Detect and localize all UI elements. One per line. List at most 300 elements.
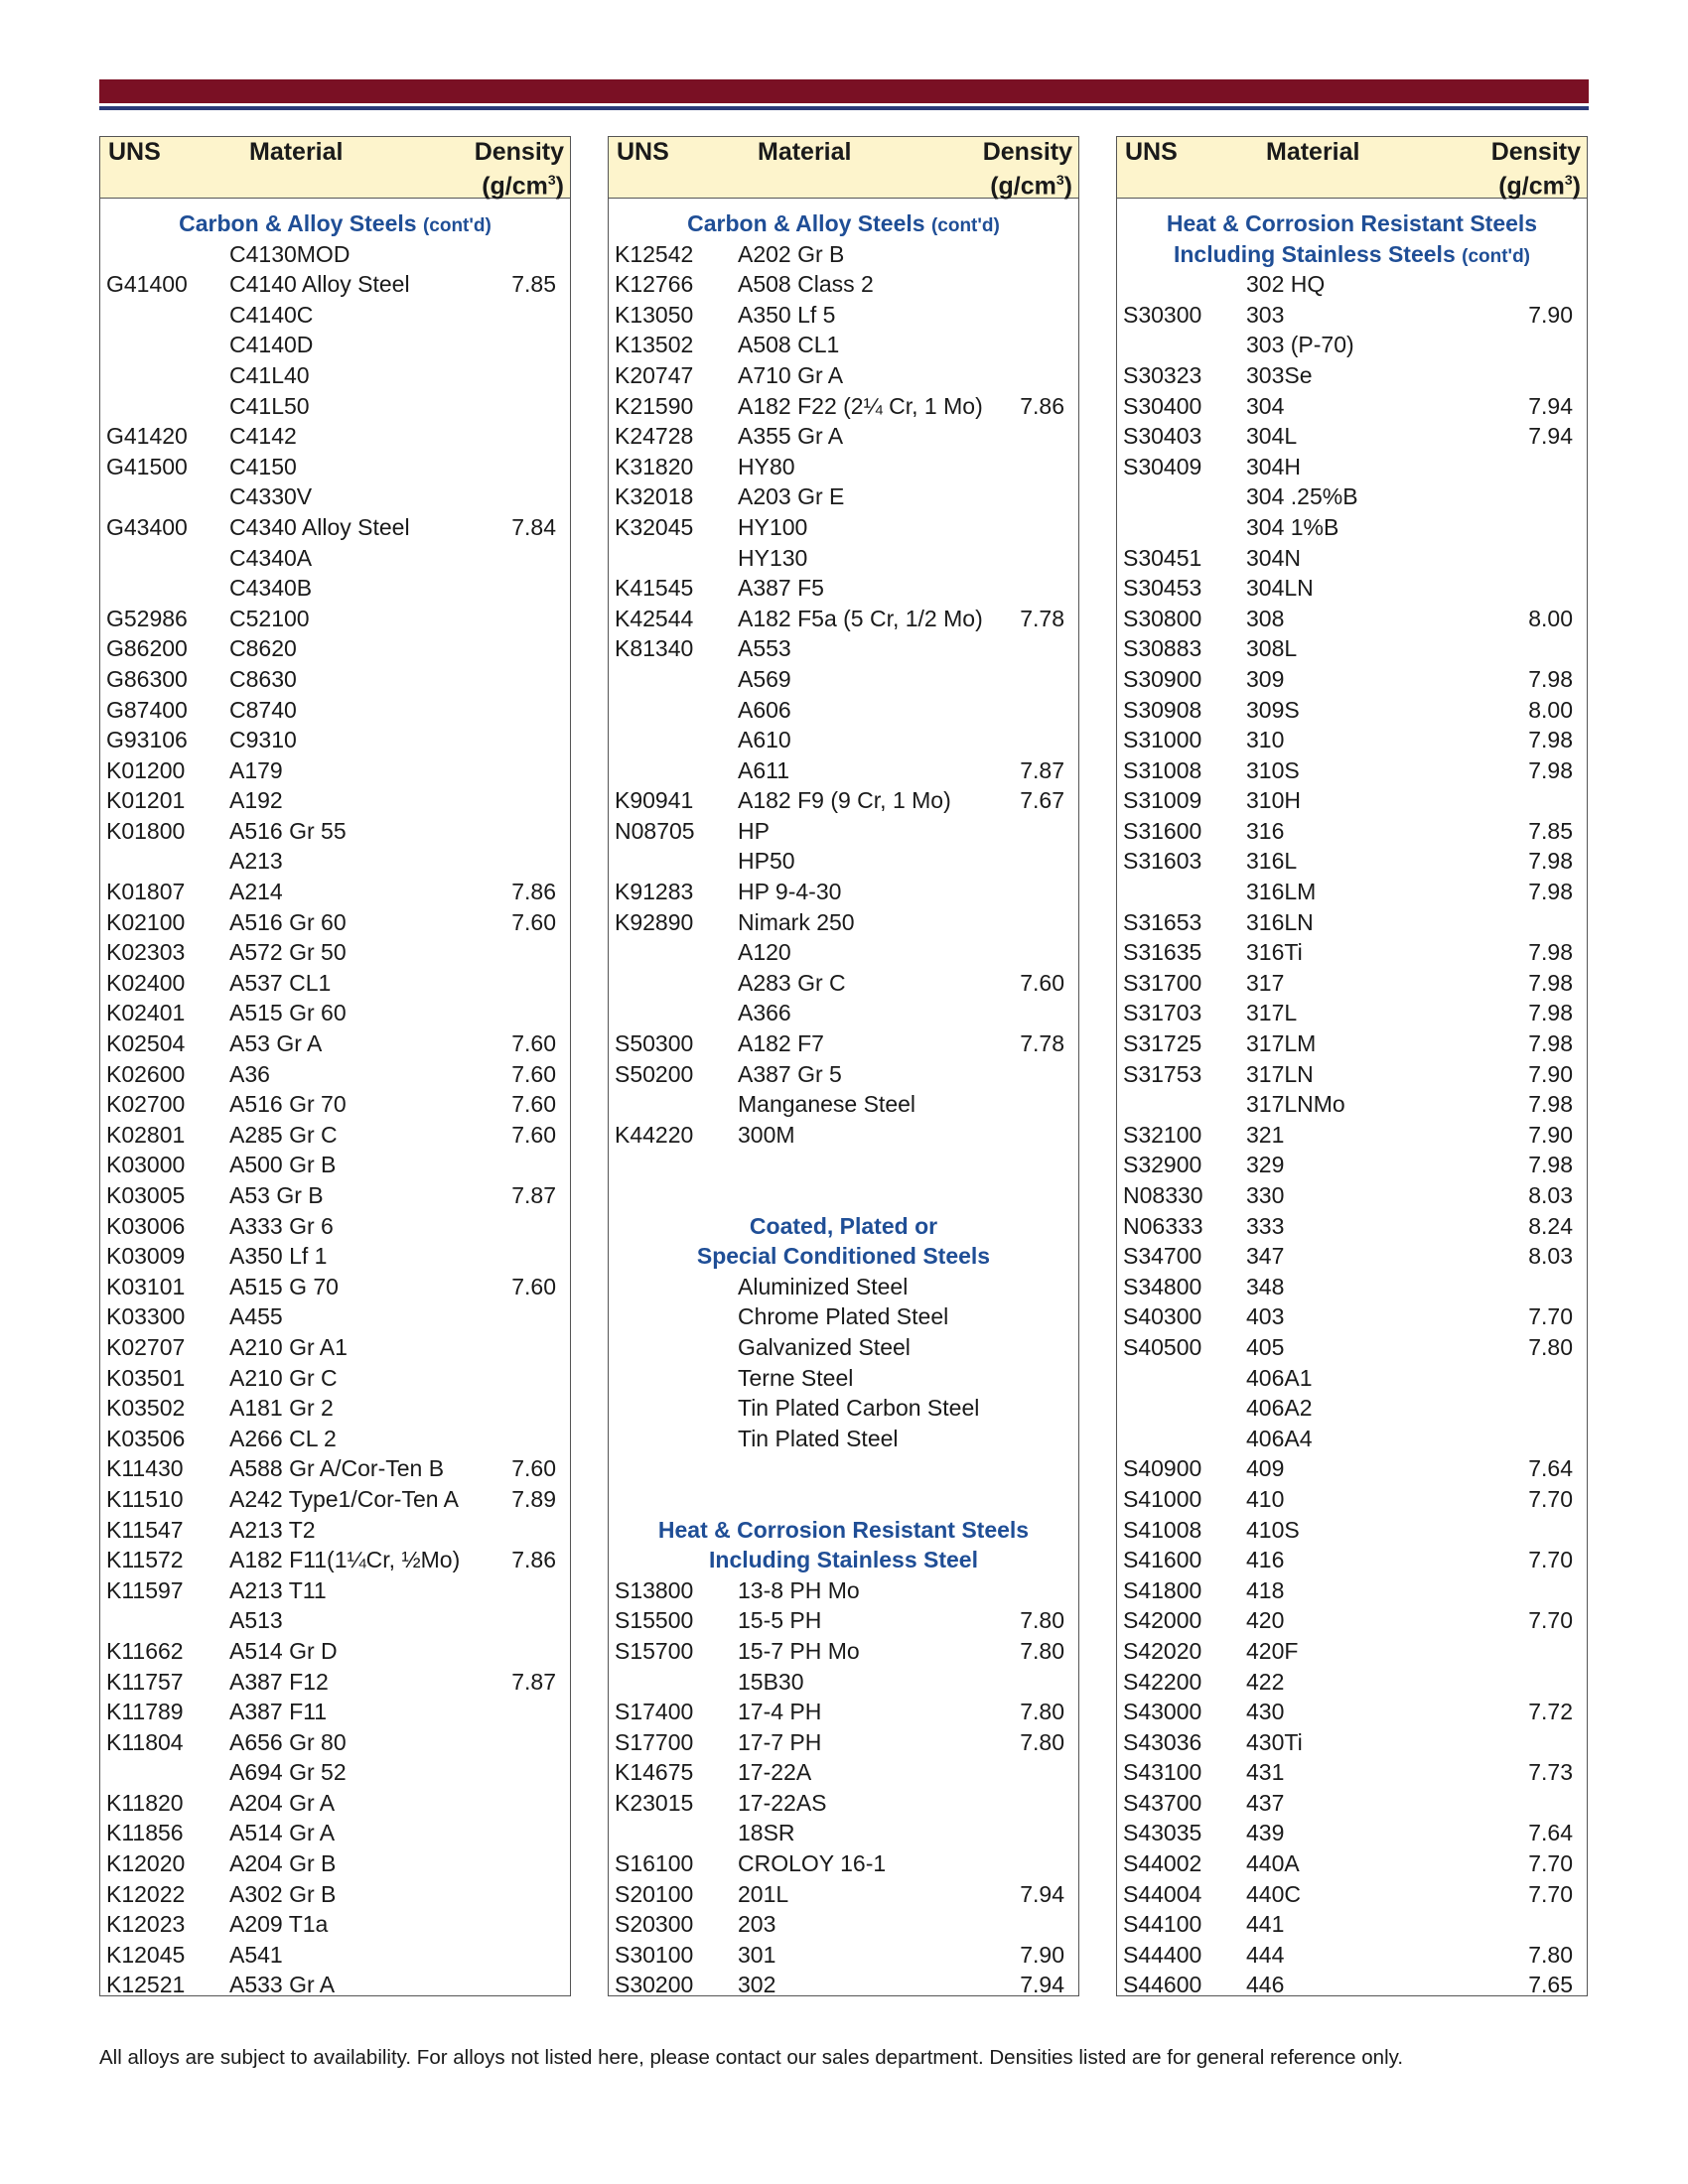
table-row: [1117, 330, 1587, 360]
header-material: Material: [1266, 138, 1360, 166]
material-cell: A210 Gr C: [229, 1364, 338, 1391]
uns-cell: K91283: [615, 879, 694, 905]
table-row: [1117, 725, 1587, 755]
material-cell: 13-8 PH Mo: [738, 1576, 860, 1603]
section-heading: [609, 1515, 1078, 1546]
uns-cell: S42000: [1123, 1607, 1202, 1634]
table-row: [609, 239, 1078, 270]
table-row: [100, 846, 570, 877]
footer-note: All alloys are subject to availability. For alloys not listed here, please contact our sales department. Densities listed are for general reference only.: [99, 2046, 1404, 2069]
table-row: [609, 573, 1078, 604]
table-row: [100, 1120, 570, 1151]
density-cell: 7.94: [1020, 1972, 1064, 1998]
section-heading-text: Special Conditioned Steels: [696, 1243, 991, 1270]
table-row: [1117, 1515, 1587, 1546]
material-cell: 302 HQ: [1246, 271, 1326, 298]
density-cell: 7.64: [1528, 1455, 1573, 1482]
material-cell: C4340 Alloy Steel: [229, 513, 410, 540]
material-cell: C8620: [229, 635, 297, 662]
material-cell: Terne Steel: [738, 1364, 854, 1391]
table-row: [100, 1211, 570, 1242]
material-cell: A182 F7: [738, 1030, 824, 1057]
table-row: [609, 1727, 1078, 1758]
material-cell: 348: [1246, 1273, 1285, 1299]
uns-cell: K11804: [106, 1728, 184, 1755]
material-cell: CROLOY 16-1: [738, 1850, 887, 1877]
spacer: [609, 1180, 1078, 1211]
material-cell: 304L: [1246, 423, 1298, 450]
table-column-3: [1116, 136, 1588, 1996]
material-cell: 309: [1246, 665, 1285, 692]
material-cell: 410: [1246, 1485, 1285, 1512]
table-row: [100, 785, 570, 816]
material-cell: A541: [229, 1941, 283, 1968]
header-density-unit: [1491, 166, 1581, 200]
table-row: [1117, 269, 1587, 300]
uns-cell: S20300: [615, 1911, 694, 1938]
density-cell: 7.86: [511, 1547, 556, 1573]
density-cell: 7.98: [1528, 1000, 1573, 1026]
column-body: [1117, 199, 1587, 2000]
table-row: [100, 937, 570, 968]
table-row: [1117, 1484, 1587, 1515]
uns-cell: S15500: [615, 1607, 694, 1634]
material-cell: 446: [1246, 1972, 1285, 1998]
table-row: [1117, 695, 1587, 726]
section-heading-text: Including Stainless Steel: [709, 1547, 978, 1573]
table-row: [609, 785, 1078, 816]
uns-cell: K11547: [106, 1516, 184, 1543]
table-row: [1117, 785, 1587, 816]
table-row: [1117, 1120, 1587, 1151]
density-cell: 7.90: [1020, 1941, 1064, 1968]
material-cell: 321: [1246, 1121, 1285, 1148]
table-row: [100, 907, 570, 938]
density-cell: 8.03: [1528, 1182, 1573, 1208]
table-row: [100, 269, 570, 300]
uns-cell: G41400: [106, 271, 188, 298]
uns-cell: S34800: [1123, 1273, 1202, 1299]
material-cell: A202 Gr B: [738, 240, 845, 267]
table-row: [609, 1636, 1078, 1667]
uns-cell: S41800: [1123, 1576, 1202, 1603]
uns-cell: S31725: [1123, 1030, 1202, 1057]
table-row: [1117, 846, 1587, 877]
spacer: [609, 1484, 1078, 1515]
density-cell: 7.90: [1528, 1121, 1573, 1148]
uns-cell: K03006: [106, 1212, 186, 1239]
material-cell: HP 9-4-30: [738, 879, 842, 905]
material-cell: 17-7 PH: [738, 1728, 822, 1755]
uns-cell: K01807: [106, 879, 186, 905]
material-cell: A285 Gr C: [229, 1121, 338, 1148]
material-cell: A569: [738, 665, 791, 692]
material-cell: A214: [229, 879, 283, 905]
material-cell: Chrome Plated Steel: [738, 1303, 949, 1330]
table-row: [609, 512, 1078, 543]
table-row: [1117, 573, 1587, 604]
table-row: [100, 1484, 570, 1515]
material-cell: A515 Gr 60: [229, 1000, 347, 1026]
table-row: [1117, 1241, 1587, 1272]
uns-cell: K81340: [615, 635, 694, 662]
column-body: [609, 199, 1078, 2000]
table-row: [609, 1332, 1078, 1363]
spacer: [609, 1150, 1078, 1180]
header-uns: UNS: [617, 138, 669, 166]
density-cell: 8.00: [1528, 696, 1573, 723]
table-row: [609, 1575, 1078, 1606]
material-cell: 420F: [1246, 1637, 1299, 1664]
uns-cell: S16100: [615, 1850, 694, 1877]
uns-cell: K92890: [615, 908, 694, 935]
table-row: [100, 573, 570, 604]
uns-cell: S30403: [1123, 423, 1202, 450]
uns-cell: K12022: [106, 1880, 186, 1907]
uns-cell: K01200: [106, 756, 186, 783]
uns-cell: S44004: [1123, 1880, 1202, 1907]
uns-cell: K03000: [106, 1152, 186, 1178]
table-row: [1117, 1301, 1587, 1332]
material-cell: Nimark 250: [738, 908, 855, 935]
table-row: [100, 1332, 570, 1363]
header-density: [983, 138, 1072, 200]
uns-cell: K03009: [106, 1243, 186, 1270]
uns-cell: K12766: [615, 271, 694, 298]
density-cell: 8.03: [1528, 1243, 1573, 1270]
material-cell: 304 1%B: [1246, 513, 1339, 540]
table-row: [609, 695, 1078, 726]
uns-cell: N06333: [1123, 1212, 1203, 1239]
material-cell: 410S: [1246, 1516, 1300, 1543]
density-cell: 7.64: [1528, 1820, 1573, 1846]
material-cell: 308: [1246, 605, 1285, 631]
header-density-unit: [475, 166, 564, 200]
material-cell: C41L40: [229, 361, 310, 388]
material-cell: A210 Gr A1: [229, 1333, 348, 1360]
table-row: [609, 1059, 1078, 1090]
table-row: [1117, 481, 1587, 512]
material-cell: A204 Gr B: [229, 1850, 337, 1877]
uns-cell: K02700: [106, 1091, 186, 1118]
section-heading-text: Including Stainless Steels: [1173, 240, 1463, 267]
table-row: [1117, 1575, 1587, 1606]
table-row: [100, 1940, 570, 1971]
uns-cell: K03501: [106, 1364, 186, 1391]
section-heading-suffix: (cont'd): [930, 215, 1000, 236]
material-cell: 303Se: [1246, 361, 1313, 388]
material-cell: 17-4 PH: [738, 1699, 822, 1725]
uns-cell: N08705: [615, 817, 695, 844]
material-cell: A213 T2: [229, 1516, 316, 1543]
material-cell: A553: [738, 635, 791, 662]
density-cell: 7.80: [1020, 1699, 1064, 1725]
table-row: [609, 755, 1078, 786]
material-cell: C4140C: [229, 301, 314, 328]
uns-cell: S31653: [1123, 908, 1202, 935]
column-header: [609, 137, 1078, 199]
table-row: [1117, 1028, 1587, 1059]
material-cell: 440A: [1246, 1850, 1300, 1877]
uns-cell: S43000: [1123, 1699, 1202, 1725]
material-cell: HP: [738, 817, 770, 844]
header-uns: UNS: [108, 138, 161, 166]
density-cell: 7.60: [511, 1121, 556, 1148]
uns-cell: G93106: [106, 727, 188, 753]
table-row: [100, 1818, 570, 1848]
material-cell: A533 Gr A: [229, 1972, 336, 1998]
material-cell: A350 Lf 1: [229, 1243, 328, 1270]
table-row: [1117, 1180, 1587, 1211]
material-cell: 406A4: [1246, 1425, 1313, 1451]
density-cell: 7.85: [511, 271, 556, 298]
table-row: [100, 755, 570, 786]
uns-cell: S43700: [1123, 1789, 1202, 1816]
material-cell: A514 Gr A: [229, 1820, 336, 1846]
uns-cell: S43035: [1123, 1820, 1202, 1846]
table-row: [100, 1059, 570, 1090]
table-row: [100, 1180, 570, 1211]
uns-cell: S30409: [1123, 453, 1202, 479]
density-cell: 7.70: [1528, 1850, 1573, 1877]
table-row: [609, 1970, 1078, 2000]
material-cell: 317: [1246, 969, 1285, 996]
table-row: [1117, 937, 1587, 968]
column-body: [100, 199, 570, 2000]
density-cell: 7.80: [1020, 1607, 1064, 1634]
density-cell: 7.60: [511, 1273, 556, 1299]
table-row: [1117, 1727, 1587, 1758]
table-row: [609, 968, 1078, 999]
density-cell: 7.78: [1020, 1030, 1064, 1057]
table-row: [1117, 1272, 1587, 1302]
uns-cell: K02400: [106, 969, 186, 996]
table-row: [100, 633, 570, 664]
section-heading-text: Coated, Plated or: [749, 1212, 938, 1239]
density-cell: 7.87: [511, 1182, 556, 1208]
density-cell: 7.70: [1528, 1607, 1573, 1634]
table-row: [100, 1879, 570, 1910]
material-cell: 310: [1246, 727, 1285, 753]
table-row: [609, 421, 1078, 452]
material-cell: A203 Gr E: [738, 483, 845, 510]
density-cell: 7.98: [1528, 939, 1573, 966]
material-cell: A656 Gr 80: [229, 1728, 347, 1755]
material-cell: 301: [738, 1941, 776, 1968]
material-cell: A36: [229, 1060, 270, 1087]
density-cell: 7.98: [1528, 1030, 1573, 1057]
table-row: [609, 877, 1078, 907]
table-row: [100, 543, 570, 574]
table-row: [609, 998, 1078, 1028]
uns-cell: S30451: [1123, 544, 1202, 571]
density-cell: 7.94: [1528, 392, 1573, 419]
uns-cell: K31820: [615, 453, 694, 479]
table-row: [1117, 1757, 1587, 1788]
material-cell: C8630: [229, 665, 297, 692]
material-cell: 15-5 PH: [738, 1607, 822, 1634]
density-cell: 7.65: [1528, 1972, 1573, 1998]
header-material: Material: [758, 138, 852, 166]
uns-cell: S20100: [615, 1880, 694, 1907]
table-row: [100, 1970, 570, 2000]
table-row: [609, 907, 1078, 938]
uns-cell: S15700: [615, 1637, 694, 1664]
uns-cell: S41008: [1123, 1516, 1202, 1543]
uns-cell: K14675: [615, 1759, 694, 1786]
table-row: [1117, 300, 1587, 331]
uns-cell: S43100: [1123, 1759, 1202, 1786]
uns-cell: N08330: [1123, 1182, 1203, 1208]
uns-cell: S40500: [1123, 1333, 1202, 1360]
material-cell: HP50: [738, 848, 795, 875]
material-cell: 303: [1246, 301, 1285, 328]
material-cell: 437: [1246, 1789, 1285, 1816]
material-cell: A513: [229, 1607, 283, 1634]
header-density-unit: [983, 166, 1072, 200]
material-cell: A387 Gr 5: [738, 1060, 842, 1087]
uns-cell: K13050: [615, 301, 694, 328]
uns-cell: K90941: [615, 787, 694, 814]
material-cell: A182 F22 (2¼ Cr, 1 Mo): [738, 392, 983, 419]
table-row: [100, 300, 570, 331]
material-cell: A192: [229, 787, 283, 814]
material-cell: C41L50: [229, 392, 310, 419]
table-row: [1117, 998, 1587, 1028]
uns-cell: S30883: [1123, 635, 1202, 662]
table-row: [100, 695, 570, 726]
table-row: [609, 269, 1078, 300]
density-cell: 7.85: [1528, 817, 1573, 844]
density-cell: 7.90: [1528, 301, 1573, 328]
uns-cell: K32018: [615, 483, 694, 510]
density-cell: 8.00: [1528, 605, 1573, 631]
table-row: [609, 604, 1078, 634]
table-row: [609, 1605, 1078, 1636]
table-row: [1117, 512, 1587, 543]
table-row: [1117, 1393, 1587, 1424]
density-cell: 7.67: [1020, 787, 1064, 814]
table-row: [100, 604, 570, 634]
uns-cell: S40300: [1123, 1303, 1202, 1330]
uns-cell: G86300: [106, 665, 188, 692]
table-row: [1117, 1879, 1587, 1910]
table-row: [609, 1393, 1078, 1424]
uns-cell: S44100: [1123, 1911, 1202, 1938]
uns-cell: S31700: [1123, 969, 1202, 996]
uns-cell: G87400: [106, 696, 188, 723]
material-cell: 203: [738, 1911, 776, 1938]
table-row: [100, 1150, 570, 1180]
uns-cell: S30323: [1123, 361, 1202, 388]
material-cell: 347: [1246, 1243, 1285, 1270]
density-cell: 7.89: [511, 1485, 556, 1512]
density-cell: 7.72: [1528, 1699, 1573, 1725]
table-row: [1117, 1697, 1587, 1727]
header-density-superscript: 3: [547, 172, 556, 188]
uns-cell: S30300: [1123, 301, 1202, 328]
material-cell: 420: [1246, 1607, 1285, 1634]
table-row: [100, 1393, 570, 1424]
material-cell: A53 Gr A: [229, 1030, 323, 1057]
material-cell: C4150: [229, 453, 297, 479]
header-density-superscript: 3: [1564, 172, 1573, 188]
table-row: [1117, 391, 1587, 422]
material-cell: C9310: [229, 727, 297, 753]
uns-cell: K03300: [106, 1303, 186, 1330]
uns-cell: S43036: [1123, 1728, 1202, 1755]
table-row: [1117, 1940, 1587, 1971]
uns-cell: G41420: [106, 423, 188, 450]
material-cell: 317L: [1246, 1000, 1298, 1026]
material-cell: 309S: [1246, 696, 1300, 723]
material-cell: 317LM: [1246, 1030, 1317, 1057]
table-row: [100, 1788, 570, 1819]
material-cell: 444: [1246, 1941, 1285, 1968]
density-cell: 7.98: [1528, 1152, 1573, 1178]
table-row: [1117, 1424, 1587, 1454]
table-row: [1117, 452, 1587, 482]
density-cell: 8.24: [1528, 1212, 1573, 1239]
material-cell: A516 Gr 60: [229, 908, 347, 935]
uns-cell: G41500: [106, 453, 188, 479]
material-cell: 310S: [1246, 756, 1300, 783]
uns-cell: K20747: [615, 361, 694, 388]
material-cell: A387 F5: [738, 575, 824, 602]
material-cell: 304N: [1246, 544, 1301, 571]
header-density-unit-text: (g/cm: [1498, 172, 1565, 201]
material-cell: C4340A: [229, 544, 313, 571]
material-cell: A455: [229, 1303, 283, 1330]
material-cell: 304H: [1246, 453, 1301, 479]
material-cell: A387 F12: [229, 1668, 329, 1695]
table-row: [609, 1697, 1078, 1727]
density-cell: 7.98: [1528, 1091, 1573, 1118]
section-heading-text: Heat & Corrosion Resistant Steels: [1166, 210, 1538, 236]
table-row: [100, 1848, 570, 1879]
table-row: [100, 1575, 570, 1606]
header-density: [475, 138, 564, 200]
section-heading-text: Carbon & Alloy Steels: [179, 210, 423, 236]
material-cell: 418: [1246, 1576, 1285, 1603]
material-cell: 18SR: [738, 1820, 795, 1846]
column-header: [100, 137, 570, 199]
material-cell: 440C: [1246, 1880, 1301, 1907]
table-row: [100, 1636, 570, 1667]
material-cell: A182 F5a (5 Cr, 1/2 Mo): [738, 605, 983, 631]
material-cell: A204 Gr A: [229, 1789, 336, 1816]
material-cell: A516 Gr 55: [229, 817, 347, 844]
header-material: Material: [249, 138, 344, 166]
uns-cell: S30200: [615, 1972, 694, 1998]
table-row: [609, 1940, 1078, 1971]
material-cell: A209 T1a: [229, 1911, 329, 1938]
uns-cell: S44002: [1123, 1850, 1202, 1877]
density-cell: 7.98: [1528, 665, 1573, 692]
uns-cell: K11757: [106, 1668, 184, 1695]
material-cell: 304 .25%B: [1246, 483, 1358, 510]
density-cell: 7.60: [511, 1030, 556, 1057]
density-cell: 7.80: [1020, 1728, 1064, 1755]
table-row: [609, 1848, 1078, 1879]
table-row: [609, 1757, 1078, 1788]
table-row: [100, 877, 570, 907]
uns-cell: K11662: [106, 1637, 184, 1664]
table-row: [100, 481, 570, 512]
table-row: [100, 391, 570, 422]
uns-cell: S17700: [615, 1728, 694, 1755]
uns-cell: S42200: [1123, 1668, 1202, 1695]
